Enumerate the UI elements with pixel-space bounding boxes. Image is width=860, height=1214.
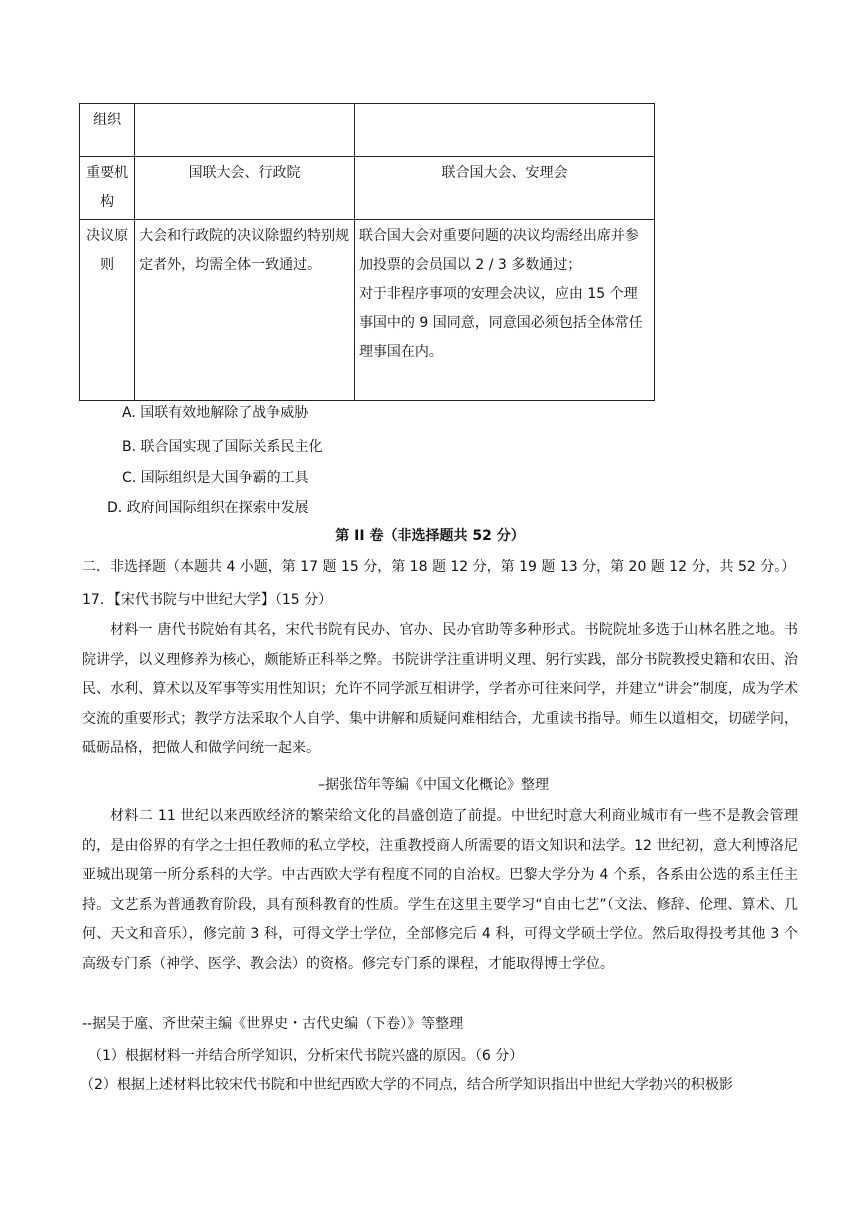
row-label-institutions: 重要机构 <box>80 157 135 220</box>
section-intro: 二．非选择题（本题共 4 小题，第 17 题 15 分，第 18 题 12 分，第 19 题 13 分，第 20 题 12 分，共 52 分。） <box>82 559 796 575</box>
un-principles-p1: 联合国大会对重要问题的决议均需经出席并参加投票的会员国以 2 / 3 多数通过； <box>358 228 639 273</box>
question-17-title: 17．【宋代书院与中世纪大学】（15 分） <box>82 592 333 608</box>
material-two: 材料二 11 世纪以来西欧经济的繁荣给文化的昌盛创造了前提。中世纪时意大利商业城市有一些不是教会管理的，是由俗界的有学之士担任教师的私立学校，注重教授商人所需要的语文知识和法学。12 世纪初，意大利博洛尼亚城出现第一所分系科的大学。中古西欧大学有程度不同的自治权。巴黎大学分为 4 个系，各系由公选的系主任主持。文艺系为普通教育阶段，具有预科教育的性质。学生在这里主要学习“自由七艺”（文法、修辞、伦理、算术、几何、天文和音乐），修完前 3 科，可得文学士学位，全部修完后 4 科，可得文学硕士学位。然后取得投考其他 3 个高级专门系（神学、医学、教会法）的资格。修完专门系的课程，才能取得博士学位。 <box>82 808 798 972</box>
row-label-organization: 组织 <box>80 104 135 157</box>
source-two: --据吴于廑、齐世荣主编《世界史・古代史编（下卷）》等整理 <box>82 1016 464 1032</box>
table-row <box>80 104 655 157</box>
row-label-principles: 决议原则 <box>80 220 135 401</box>
un-institutions-cell: 联合国大会、安理会 <box>354 157 654 220</box>
league-institutions-cell: 国联大会、行政院 <box>135 157 355 220</box>
league-principles-cell: 大会和行政院的决议除盟约特别规定者外，均需全体一致通过。 <box>135 220 355 401</box>
table-cell <box>354 104 654 157</box>
question-1: （1）根据材料一并结合所学知识，分析宋代书院兴盛的原因。（6 分） <box>88 1048 524 1064</box>
section-title: 第 II 卷（非选择题共 52 分） <box>335 528 525 544</box>
option-a: A. 国联有效地解除了战争威胁 <box>122 405 309 421</box>
option-b: B. 联合国实现了国际关系民主化 <box>122 439 323 455</box>
comparison-table <box>79 103 655 401</box>
table-row <box>80 220 655 401</box>
table-row <box>80 157 655 220</box>
un-principles-p2: 对于非程序事项的安理会决议，应由 15 个理事国中的 9 国同意，同意国必须包括全体常任理事国在内。 <box>358 286 643 360</box>
un-principles-cell <box>354 220 654 401</box>
question-2: （2）根据上述材料比较宋代书院和中世纪西欧大学的不同点，结合所学知识指出中世纪大学勃兴的积极影 <box>80 1077 733 1093</box>
option-c: C. 国际组织是大国争霸的工具 <box>122 470 309 486</box>
source-one: –据张岱年等编《中国文化概论》整理 <box>318 777 549 793</box>
material-one: 材料一 唐代书院始有其名，宋代书院有民办、官办、民办官助等多种形式。书院院址多选于山林名胜之地。书院讲学，以义理修养为核心，颇能矫正科举之弊。书院讲学注重讲明义理、躬行实践，部分书院教授史籍和农田、治民、水利、算术以及军事等实用性知识；允许不同学派互相讲学，学者亦可往来问学，并建立“讲会”制度，成为学术交流的重要形式；教学方法采取个人自学、集中讲解和质疑问难相结合，尤重读书指导。师生以道相交，切磋学问，砥砺品格，把做人和做学问统一起来。 <box>82 622 798 756</box>
table-cell <box>135 104 355 157</box>
option-d: D. 政府间国际组织在探索中发展 <box>107 500 309 516</box>
